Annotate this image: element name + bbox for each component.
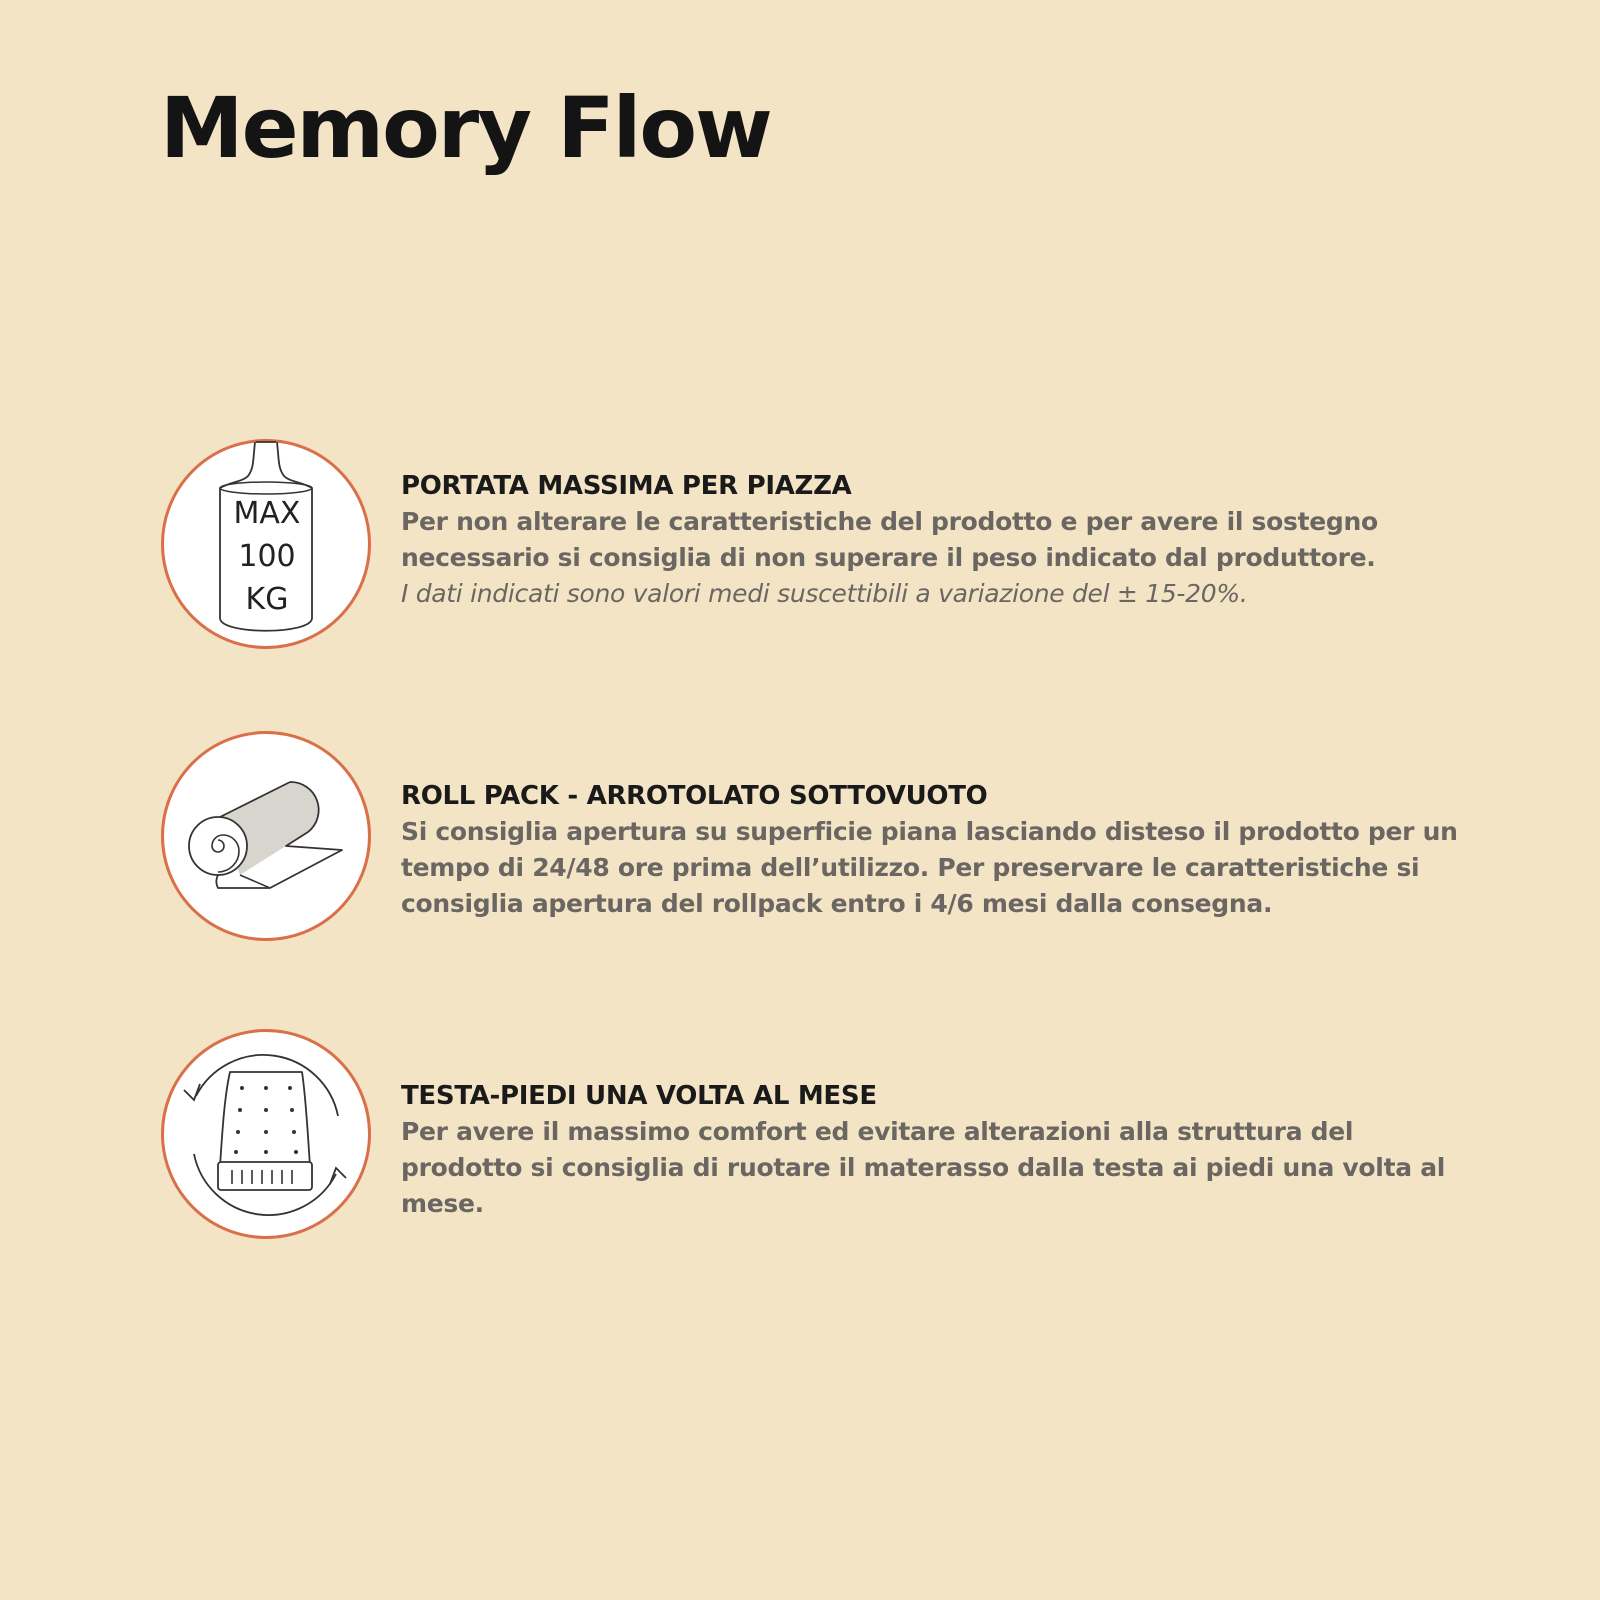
feature-weight-limit bbox=[160, 438, 1480, 650]
roll-pack-icon bbox=[160, 730, 372, 942]
feature-rotate-mattress bbox=[160, 1028, 1480, 1240]
feature-roll-pack bbox=[160, 730, 1480, 942]
icon-text-line-1: MAX bbox=[233, 496, 301, 531]
rotate-mattress-icon bbox=[160, 1028, 372, 1240]
feature-text bbox=[401, 778, 1481, 922]
weight-limit-icon bbox=[160, 438, 372, 650]
feature-heading: PORTATA MASSIMA PER PIAZZA bbox=[401, 471, 852, 501]
feature-text bbox=[401, 1078, 1481, 1222]
feature-text bbox=[401, 468, 1481, 612]
feature-heading: ROLL PACK - ARROTOLATO SOTTOVUOTO bbox=[401, 781, 988, 811]
icon-text-line-2: 100 bbox=[238, 539, 296, 574]
icon-text-line-3: KG bbox=[245, 582, 289, 617]
feature-heading: TESTA-PIEDI UNA VOLTA AL MESE bbox=[401, 1081, 877, 1111]
feature-body: Per non alterare le caratteristiche del prodotto e per avere il sostegno necessario si consiglia di non superare il peso indicato dal produttore. bbox=[401, 507, 1378, 572]
feature-body: Per avere il massimo comfort ed evitare alterazioni alla struttura del prodotto si consiglia di ruotare il materasso dalla testa ai piedi una volta al mese. bbox=[401, 1117, 1446, 1218]
page-title: Memory Flow bbox=[160, 79, 771, 177]
feature-body: Si consiglia apertura su superficie piana lasciando disteso il prodotto per un tempo di 24/48 ore prima dell’utilizzo. Per preservare le caratteristiche si consiglia apertura del rollpack entro i 4/6 mesi dalla consegna. bbox=[401, 817, 1458, 918]
feature-note: I dati indicati sono valori medi suscettibili a variazione del ± 15-20%. bbox=[401, 579, 1248, 608]
